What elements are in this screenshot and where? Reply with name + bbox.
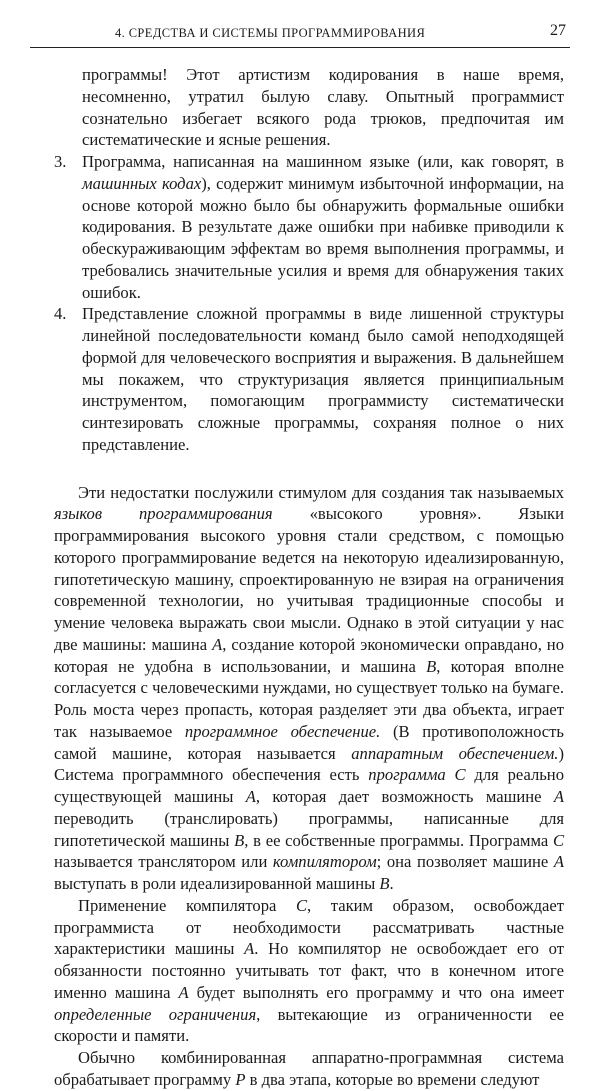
numbered-list: [54, 64, 564, 456]
list-item-3: 3. Программа, написанная на машинном языке (или, как говорят, в машинных кодах), содержит минимум избыточной информации, на основе которой можно было бы обнаружить формальные ошибки кодирования. В результате даже ошибки при набивке приводили к обескураживающим эффектам во время выполнения программы, и требовались значительные усилия и время для обнаружения таких ошибок.: [54, 152, 564, 302]
paragraph: Эти недостатки послужили стимулом для создания так называемых языков программирования «высокого уровня». Языки программирования высокого уровня стали средством, с помощью которого программирование ведется на некоторую идеализированную, гипотетическую машину, спроектированную не взирая на ограничения современной технологии, но учитывая традиционные способы и умение человека выражать свои мысли. Однако в этой ситуации у нас две машины: машина A, создание которой экономически оправдано, но которая не удобна в использовании, и машина B, которая вполне согласуется с человеческими нуждами, но существует только на бумаге. Роль моста через пропасть, которая разделяет эти два объекта, играет так называемое программное обеспечение. (В противоположность самой машине, которая называется аппаратным обеспечением.) Система программного обеспечения есть программа C для реально существующей машины A, которая дает возможность машине A переводить (транслировать) программы, написанные для гипотетической машины B, в ее собственные программы. Программа C называется транслятором или компилятором; она позволяет машине A выступать в роли идеализированной машины B.: [54, 482, 565, 893]
paragraph: Применение компилятора C, таким образом, освобождает программиста от необходимости рассматривать частные характеристики машины A. Но компилятор не освобождает его от обязанности постоянно учитывать тот факт, что в конечном итоге именно машина A будет выполнять его программу и что она имеет определенные ограничения, вытекающие из ограниченности ее скорости и памяти.: [54, 895, 565, 1046]
paragraph: Обычно комбинированная аппаратно-программная система обрабатывает программу P в два этапа, которые во времени следуют: [54, 1048, 564, 1089]
list-item-continued: программы! Этот артистизм кодирования в наше время, несомненно, утратил былую славу. Опытный программист сознательно избегает всякого рода трюков, предпочитая им систематические и ясные решения.: [82, 65, 564, 150]
body-text: [54, 64, 564, 1091]
list-item-4: 4. Представление сложной программы в виде лишенной структуры линейной последовательности команд было самой неподходящей формой для человеческого восприятия и выражения. В дальнейшем мы покажем, что структуризация является принципиальным инструментом, помогающим программисту систематически синтезировать сложные программы, сохраняя полное о них представление.: [54, 304, 564, 454]
list-number: 4.: [54, 304, 67, 324]
page-number: 27: [550, 22, 566, 39]
header-rule: [30, 47, 570, 48]
chapter-title: 4. СРЕДСТВА И СИСТЕМЫ ПРОГРАММИРОВАНИЯ: [115, 26, 426, 40]
list-number: 3.: [54, 152, 67, 171]
running-header: [30, 20, 570, 46]
